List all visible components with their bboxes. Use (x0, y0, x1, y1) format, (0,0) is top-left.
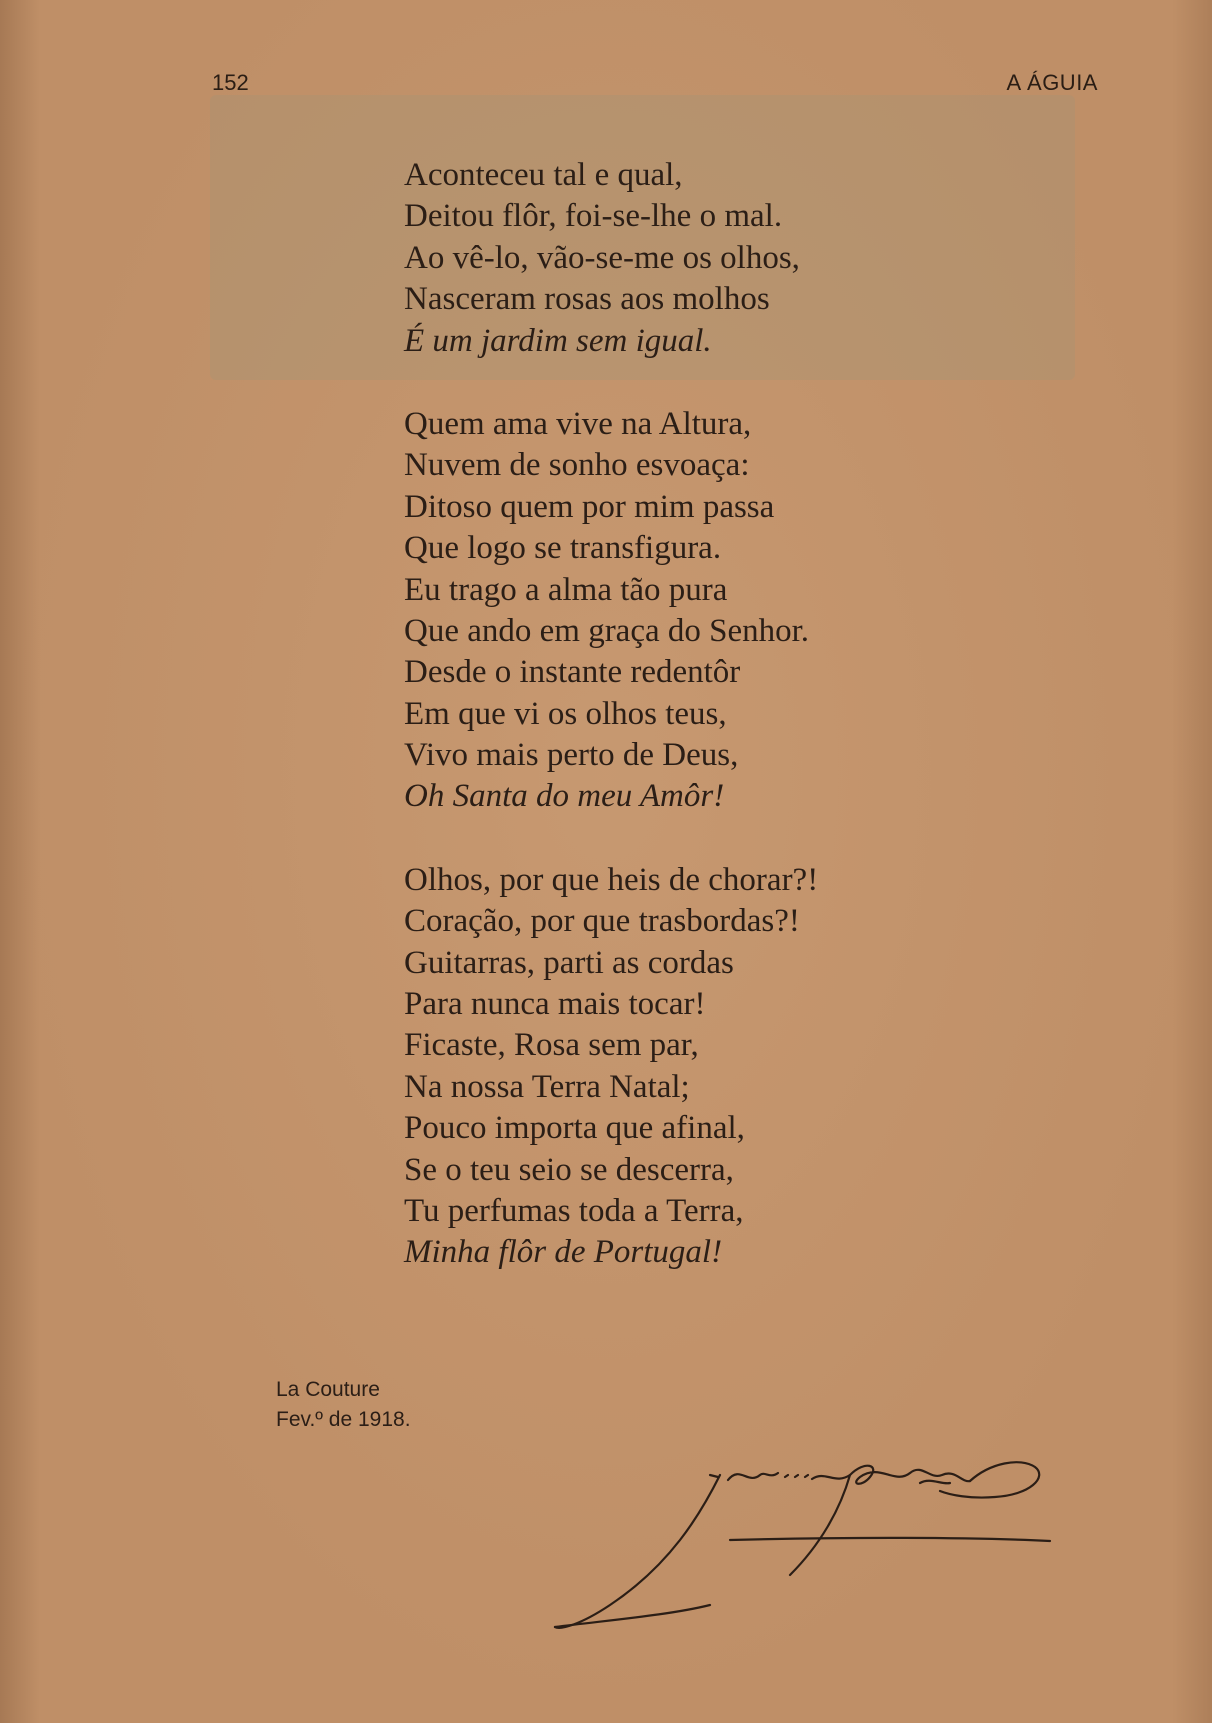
running-title: A ÁGUIA (1006, 70, 1098, 95)
verse-line: Nuvem de sonho esvoaça: (404, 447, 750, 484)
verse-line: Se o teu seio se descerra, (404, 1151, 734, 1188)
verse-line: Ditoso quem por mim passa (404, 488, 775, 525)
page-number: 152 (212, 70, 249, 95)
verse-line: Vivo mais perto de Deus, (404, 737, 739, 774)
verse-line: Pouco importa que afinal, (404, 1110, 745, 1147)
verse-line-italic: Minha flôr de Portugal! (404, 1234, 723, 1271)
verse-line-italic: Oh Santa do meu Amôr! (404, 778, 725, 815)
poem (404, 155, 1124, 1316)
signature-icon (550, 1455, 1090, 1645)
verse-line: Guitarras, parti as cordas (404, 944, 734, 981)
stanza-2 (404, 404, 1124, 818)
verse-line: Deitou flôr, foi-se-lhe o mal. (404, 198, 783, 235)
verse-line: Aconteceu tal e qual, (404, 157, 683, 193)
stanza-1 (404, 155, 1124, 362)
verse-line-italic: É um jardim sem igual. (404, 322, 712, 359)
verse-line: Olhos, por que heis de chorar?! (404, 861, 819, 898)
verse-line: Ao vê-lo, vão-se-me os olhos, (404, 239, 800, 276)
page-header (0, 70, 1212, 100)
dateline-place: La Couture (276, 1378, 380, 1401)
stanza-3 (404, 860, 1124, 1274)
verse-line: Tu perfumas toda a Terra, (404, 1192, 744, 1229)
verse-line: Ficaste, Rosa sem par, (404, 1027, 699, 1064)
verse-line: Para nunca mais tocar! (404, 986, 706, 1023)
dateline-date: Fev.º de 1918. (276, 1408, 411, 1431)
dateline (276, 1375, 411, 1435)
verse-line: Em que vi os olhos teus, (404, 695, 727, 732)
verse-line: Coração, por que trasbordas?! (404, 903, 800, 940)
verse-line: Na nossa Terra Natal; (404, 1068, 690, 1105)
verse-line: Eu trago a alma tão pura (404, 571, 728, 608)
verse-line: Desde o instante redentôr (404, 654, 741, 691)
verse-line: Que ando em graça do Senhor. (404, 612, 810, 649)
verse-line: Nasceram rosas aos molhos (404, 281, 770, 318)
verse-line: Que logo se transfigura. (404, 530, 722, 567)
verse-line: Quem ama vive na Altura, (404, 405, 752, 442)
